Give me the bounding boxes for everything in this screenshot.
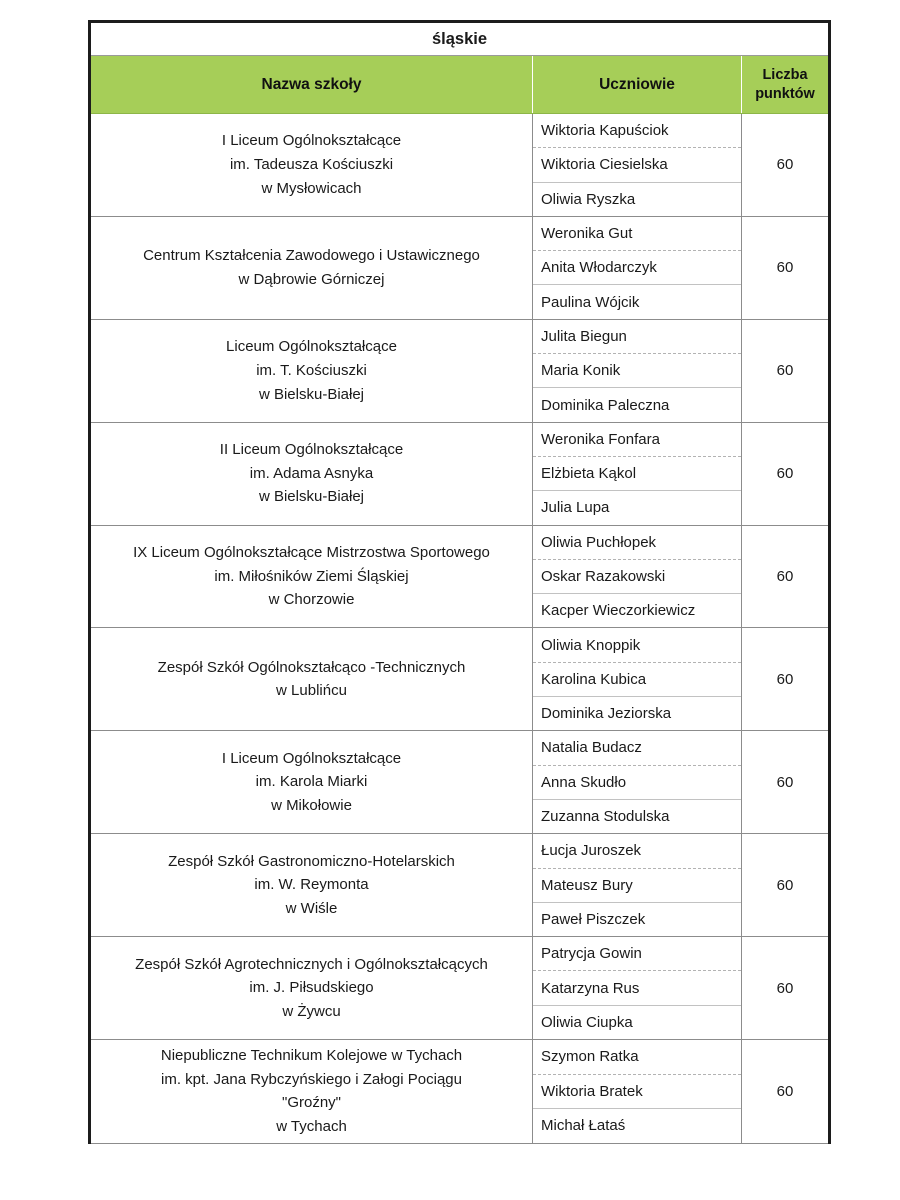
student-name-cell: Anita Włodarczyk: [533, 251, 742, 285]
table-header-row: [90, 56, 830, 114]
points-cell: 60: [742, 937, 830, 1040]
student-name-cell: Dominika Jeziorska: [533, 697, 742, 731]
school-name-cell: [90, 834, 533, 937]
table-title-row: [90, 22, 830, 56]
student-name-cell: Julita Biegun: [533, 319, 742, 353]
school-name-line: im. T. Kościuszki: [256, 361, 367, 379]
school-name-line: w Żywcu: [282, 1002, 341, 1020]
school-name-line: im. Adama Asnyka: [249, 464, 374, 482]
column-header-students: Uczniowie: [533, 56, 742, 114]
school-name-line: w Bielsku-Białej: [258, 385, 365, 403]
school-name-line: II Liceum Ogólnokształcące: [219, 441, 404, 459]
school-name-cell: [90, 937, 533, 1040]
column-header-school: Nazwa szkoły: [90, 56, 533, 114]
student-name-cell: Katarzyna Rus: [533, 971, 742, 1005]
table-row: [90, 114, 830, 148]
school-name-line: w Bielsku-Białej: [258, 488, 365, 506]
student-name-cell: Wiktoria Kapuściok: [533, 114, 742, 148]
results-table-container: [88, 20, 828, 1144]
column-header-points-line1: Liczba: [762, 67, 808, 84]
school-name-line: im. Tadeusza Kościuszki: [229, 156, 394, 174]
school-name-line: w Mikołowie: [271, 797, 352, 815]
school-name-line: im. Karola Miarki: [255, 773, 368, 791]
points-cell: 60: [742, 422, 830, 525]
points-cell: 60: [742, 216, 830, 319]
student-name-cell: Paweł Piszczek: [533, 902, 742, 936]
student-name-cell: Oliwia Puchłopek: [533, 525, 742, 559]
school-name-line: w Mysłowicach: [261, 179, 362, 197]
school-name-cell: [90, 422, 533, 525]
page-bottom-clip: [0, 1172, 900, 1200]
school-name-cell: [90, 319, 533, 422]
table-row: [90, 1040, 830, 1075]
student-name-cell: Łucja Juroszek: [533, 834, 742, 868]
student-name-cell: Kacper Wieczorkiewicz: [533, 594, 742, 628]
school-name-line: Centrum Kształcenia Zawodowego i Ustawicznego: [143, 247, 480, 265]
points-cell: 60: [742, 628, 830, 731]
table-row: [90, 628, 830, 662]
student-name-cell: Dominika Paleczna: [533, 388, 742, 422]
column-header-points: [742, 56, 830, 114]
school-name-line: Zespół Szkół Gastronomiczno-Hotelarskich: [168, 852, 455, 870]
school-name-line: w Wiśle: [285, 900, 338, 918]
points-cell: 60: [742, 114, 830, 217]
school-name-cell: [90, 1040, 533, 1144]
table-row: [90, 834, 830, 868]
student-name-cell: Paulina Wójcik: [533, 285, 742, 319]
points-cell: 60: [742, 731, 830, 834]
table-row: [90, 731, 830, 765]
school-name-line: w Dąbrowie Górniczej: [238, 270, 385, 288]
column-header-points-line2: punktów: [755, 85, 815, 102]
school-name-line: Liceum Ogólnokształcące: [226, 338, 397, 356]
school-name-line: w Chorzowie: [268, 591, 355, 609]
table-row: [90, 937, 830, 971]
student-name-cell: Wiktoria Bratek: [533, 1074, 742, 1109]
student-name-cell: Natalia Budacz: [533, 731, 742, 765]
results-table: [88, 20, 831, 1144]
school-name-line: im. Miłośników Ziemi Śląskiej: [214, 567, 409, 585]
student-name-cell: Oliwia Ciupka: [533, 1005, 742, 1039]
student-name-cell: Wiktoria Ciesielska: [533, 148, 742, 182]
table-row: [90, 216, 830, 250]
table-body: [90, 22, 830, 1144]
student-name-cell: Patrycja Gowin: [533, 937, 742, 971]
student-name-cell: Oliwia Knoppik: [533, 628, 742, 662]
school-name-line: Zespół Szkół Ogólnokształcąco -Technicznych: [157, 658, 466, 676]
table-title: śląskie: [90, 22, 830, 56]
school-name-line: I Liceum Ogólnokształcące: [221, 132, 402, 150]
student-name-cell: Oliwia Ryszka: [533, 182, 742, 216]
table-row: [90, 422, 830, 456]
points-cell: 60: [742, 834, 830, 937]
school-name-line: im. kpt. Jana Rybczyńskiego i Załogi Pociągu: [161, 1070, 462, 1088]
school-name-cell: [90, 114, 533, 217]
school-name-line: Niepubliczne Technikum Kolejowe w Tychach: [160, 1047, 463, 1065]
points-cell: 60: [742, 319, 830, 422]
student-name-cell: Szymon Ratka: [533, 1040, 742, 1075]
school-name-line: w Lublińcu: [276, 682, 347, 700]
student-name-cell: Karolina Kubica: [533, 662, 742, 696]
student-name-cell: Oskar Razakowski: [533, 559, 742, 593]
student-name-cell: Zuzanna Stodulska: [533, 799, 742, 833]
points-cell: 60: [742, 525, 830, 628]
table-row: [90, 525, 830, 559]
student-name-cell: Julia Lupa: [533, 491, 742, 525]
school-name-line: I Liceum Ogólnokształcące: [221, 749, 402, 767]
school-name-line: "Groźny": [282, 1094, 341, 1112]
table-row: [90, 319, 830, 353]
student-name-cell: Anna Skudło: [533, 765, 742, 799]
student-name-cell: Weronika Gut: [533, 216, 742, 250]
school-name-line: w Tychach: [276, 1118, 347, 1136]
school-name-cell: [90, 525, 533, 628]
school-name-cell: [90, 628, 533, 731]
school-name-line: im. J. Piłsudskiego: [249, 979, 374, 997]
school-name-cell: [90, 216, 533, 319]
points-cell: 60: [742, 1040, 830, 1144]
student-name-cell: Elżbieta Kąkol: [533, 456, 742, 490]
student-name-cell: Mateusz Bury: [533, 868, 742, 902]
student-name-cell: Michał Łataś: [533, 1109, 742, 1144]
school-name-line: Zespół Szkół Agrotechnicznych i Ogólnokształcących: [135, 955, 488, 973]
student-name-cell: Maria Konik: [533, 354, 742, 388]
student-name-cell: Weronika Fonfara: [533, 422, 742, 456]
school-name-line: IX Liceum Ogólnokształcące Mistrzostwa Sportowego: [133, 543, 490, 561]
school-name-cell: [90, 731, 533, 834]
school-name-line: im. W. Reymonta: [254, 876, 369, 894]
